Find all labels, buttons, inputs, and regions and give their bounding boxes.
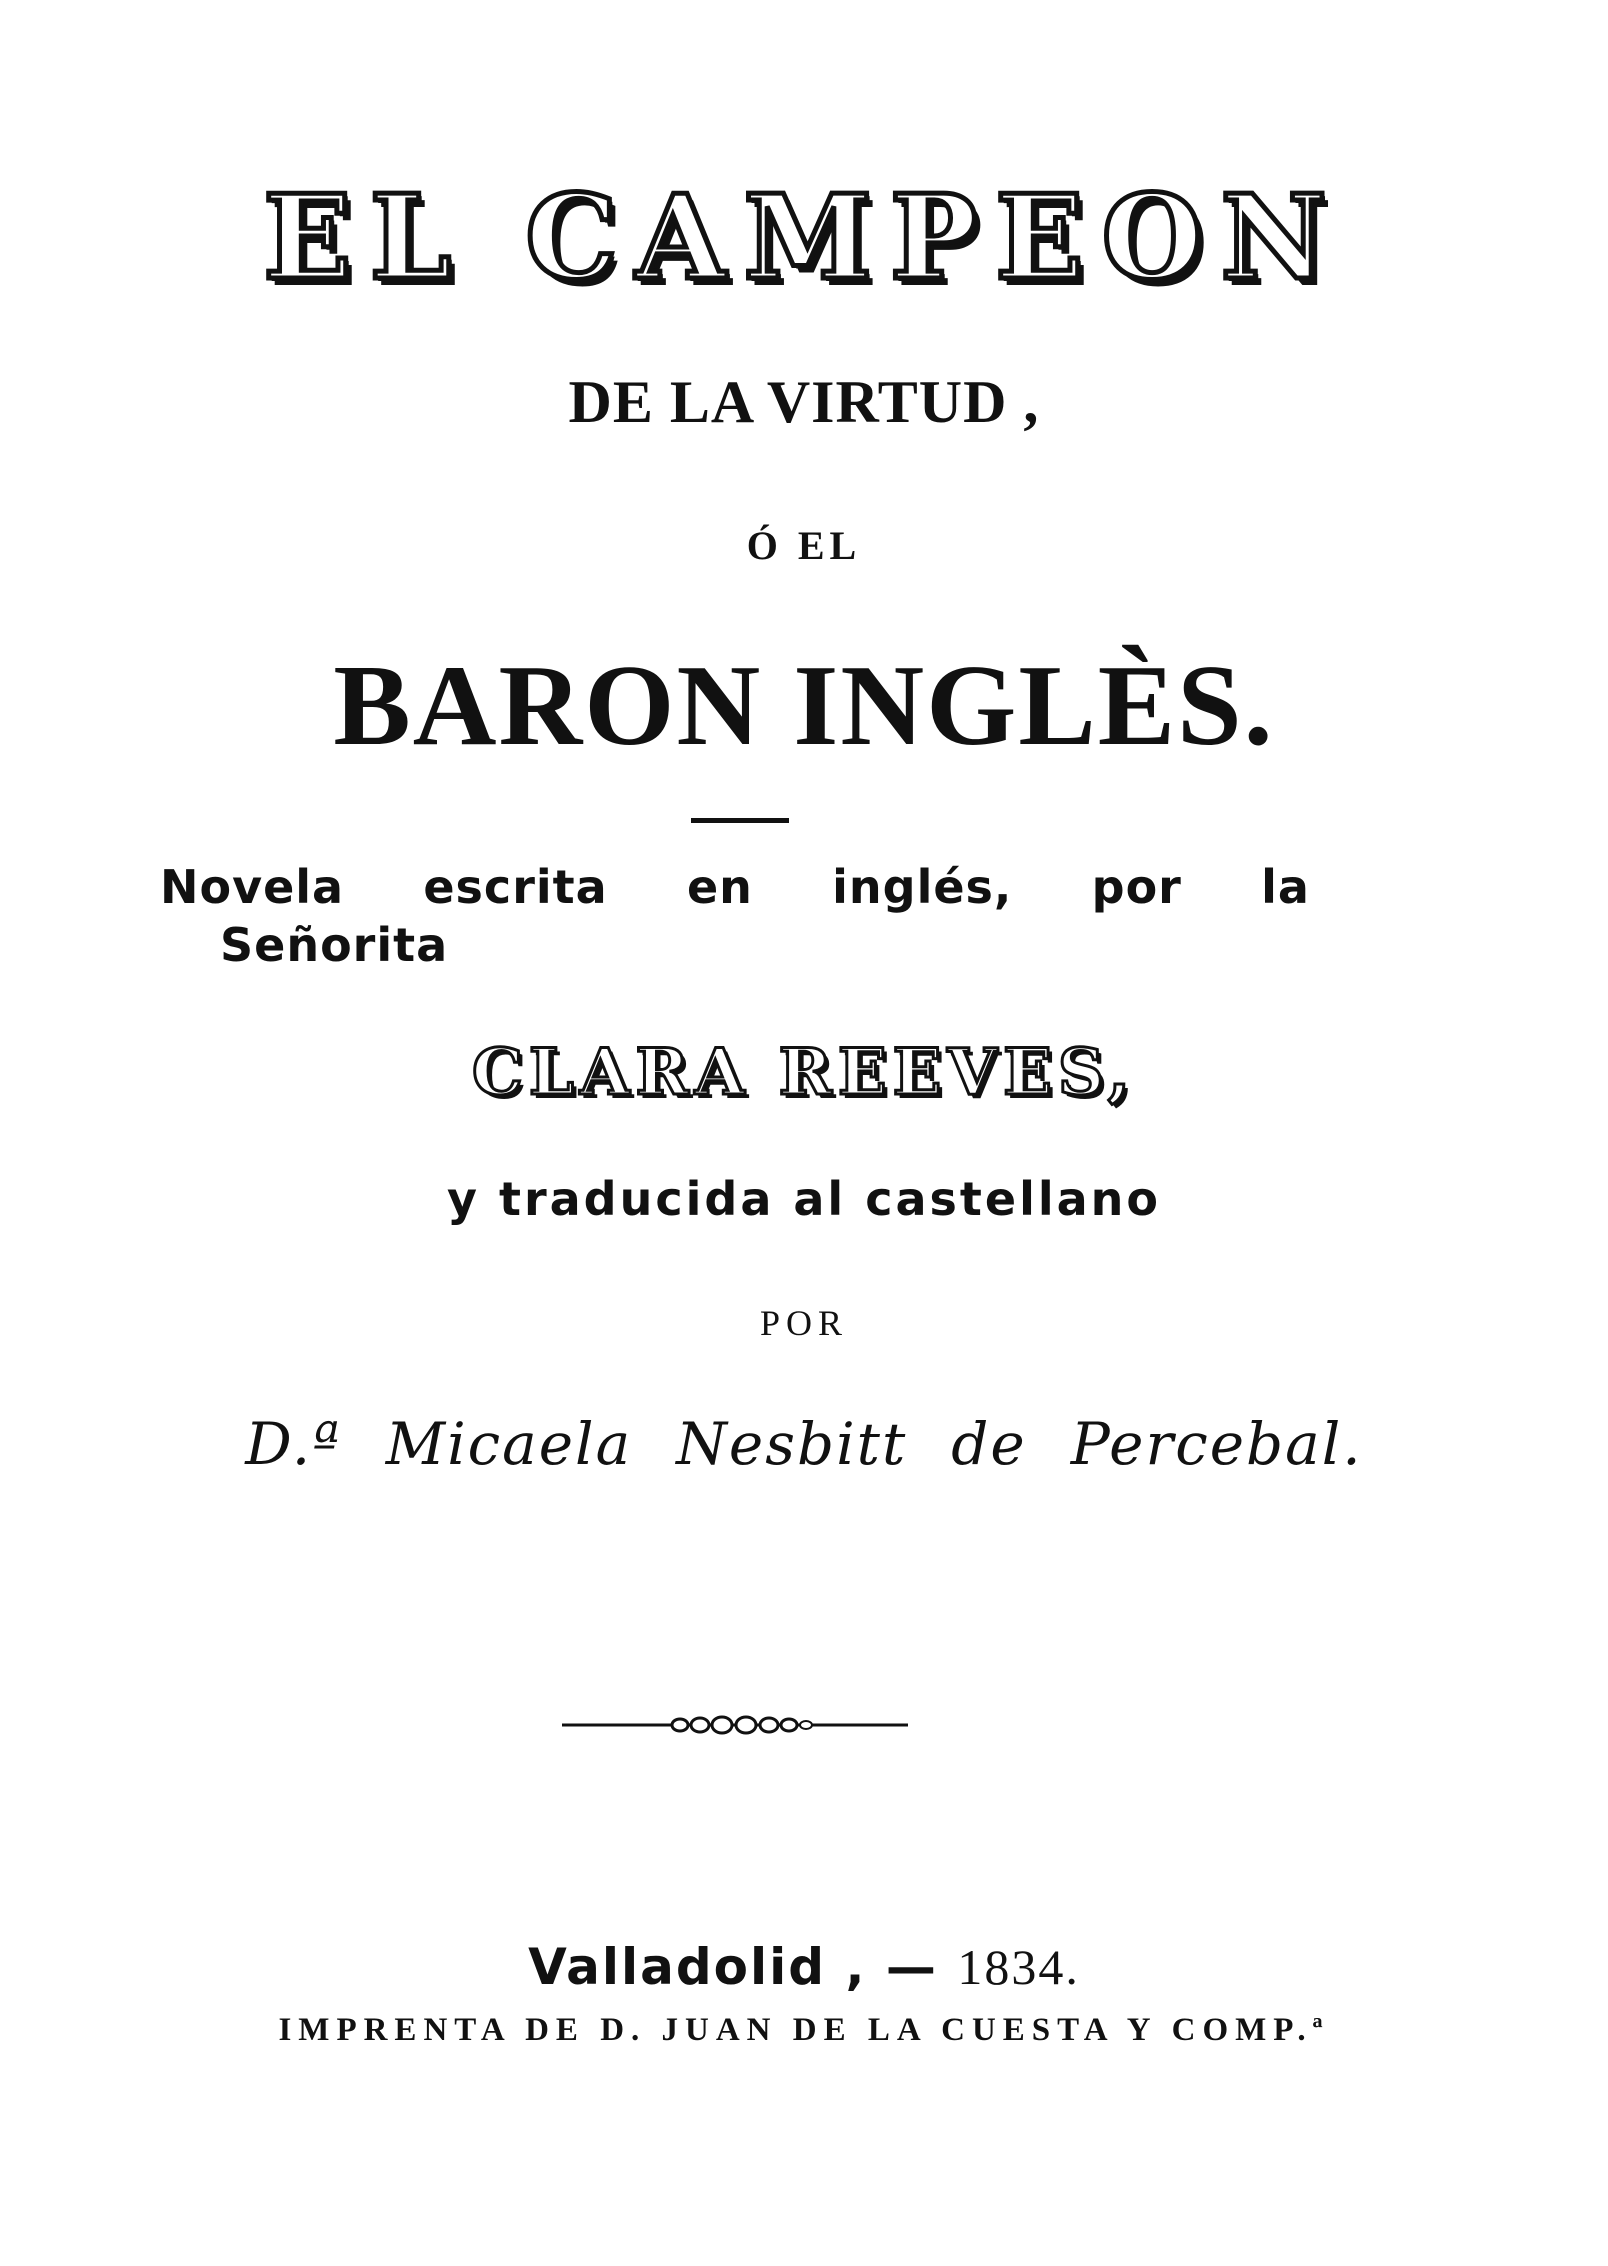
translator-word: D.ª [245, 1410, 342, 1478]
description-word: inglés, [832, 860, 1013, 914]
description-word: Novela [160, 860, 345, 914]
imprint-dash: — [885, 1938, 938, 1996]
decorative-title [0, 170, 1608, 306]
translator-word: de [951, 1410, 1027, 1478]
description-line [160, 858, 1310, 916]
title-divider [691, 818, 789, 823]
translator-word: Micaela [385, 1410, 633, 1478]
decorative-title-word: CAMPEON [525, 170, 1345, 306]
author-name: CLARA REEVES, [471, 1035, 1137, 1110]
description-word: la [1261, 860, 1310, 914]
translator-name [0, 1410, 1608, 1478]
translation-note: y traducida al castellano [446, 1172, 1162, 1226]
description-block [160, 858, 1310, 974]
imprint-place: Valladolid , [528, 1938, 867, 1996]
translator-word: Percebal. [1070, 1410, 1363, 1478]
description-word: en [686, 860, 753, 914]
translator-word: Nesbitt [676, 1410, 908, 1478]
by-label: POR [759, 1303, 849, 1343]
decorative-title-word: EL [263, 170, 470, 306]
description-line: Señorita [220, 918, 449, 972]
description-word: por [1091, 860, 1182, 914]
imprint-place-date [0, 1938, 1608, 1996]
ornamental-rule [560, 1705, 910, 1745]
main-title: BARON INGLÈS. [333, 642, 1275, 770]
imprint-printer: IMPRENTA DE D. JUAN DE LA CUESTA Y COMP.ª [278, 2012, 1330, 2048]
imprint-year: 1834. [957, 1939, 1080, 1995]
title-connector: Ó EL [746, 523, 862, 568]
subtitle: DE LA VIRTUD , [568, 369, 1040, 435]
description-word: escrita [423, 860, 608, 914]
